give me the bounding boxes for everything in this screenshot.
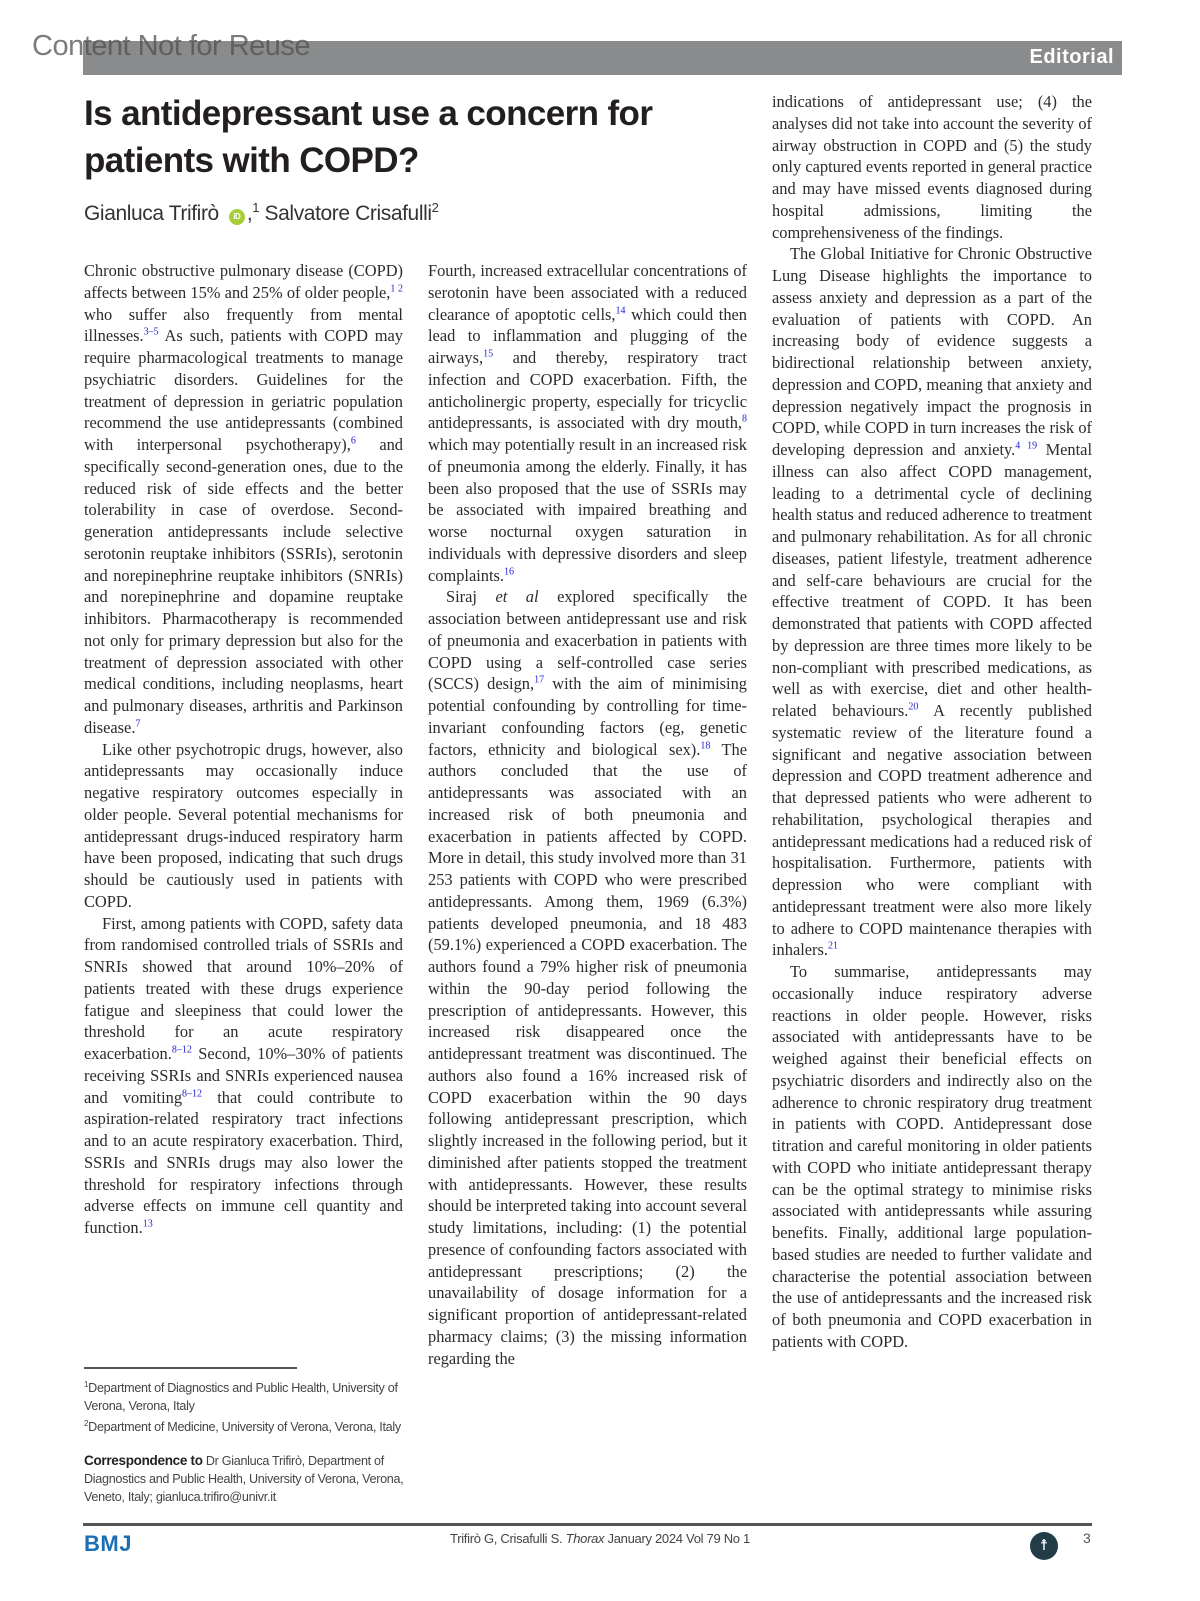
paragraph: indications of antidepressant use; (4) the analyses did not take into account the severity of airway obstruction in COPD and (5) the study only captured events reported in general practice and may have missed events diagnosed during hospital admissions, limiting the comprehensiveness of the findings. [772, 92, 1092, 242]
footnote-divider [84, 1367, 297, 1369]
author-list: Gianluca Trifirò iD ,$^1$ Salvatore Crisafulli$^2$ [84, 200, 439, 225]
body-column-3 [772, 91, 1092, 1353]
paragraph: First, among patients with COPD, safety data from randomised controlled trials of SSRIs and SNRIs showed that around 10%–20% of patients treated with these drugs experience fatigue and sleepiness that could lower the threshold for an acute respiratory exacerbation.$^{8-12}$ Second, 10%–30% of patients receiving SSRIs and SNRIs experienced nausea and vomiting$^{8-12}$ that could contribute to aspiration-related respiratory tract infections and to an acute respiratory exacerbation. Third, SSRIs and SNRIs drugs may also lower the threshold for respiratory infections through adverse effects on immune cell quantity and function.$^{13}$ [84, 913, 403, 1237]
author-name[interactable]: Gianluca Trifirò [84, 202, 219, 225]
reference-link[interactable]: 13 [142, 1218, 153, 1230]
affiliation-item: $^2$Department of Medicine, University of Verona, Verona, Italy [84, 1419, 401, 1435]
reference-link[interactable]: 15 [483, 348, 494, 360]
affiliations [84, 1376, 404, 1436]
reference-link[interactable]: 17 [534, 674, 545, 686]
author-affiliation-marker: 1 [252, 200, 260, 215]
paragraph: Like other psychotropic drugs, however, also antidepressants may occasionally induce negative respiratory outcomes especially in older people. Several potential mechanisms for antidepressant drugs-induced respiratory harm have been proposed, indicating that such drugs should be cautiously used in patients with COPD. [84, 739, 403, 911]
reference-link[interactable]: 1 2 [390, 283, 403, 295]
paragraph: To summarise, antidepressants may occasionally induce respiratory adverse reactions in older people. However, risks associated with antidepressants have to be weighed against their beneficial effects on psychiatric disorders and indirectly also on the adherence to chronic respiratory drug treatment in patients with COPD. Antidepressant dose titration and careful monitoring in older patients with COPD who initiate antidepressant therapy can be the optimal strategy to minimise risks associated with antidepressants while assuring benefits. Finally, additional large population-based studies are needed to further validate and characterise the potential association between the use of antidepressants and the increased risk of both pneumonia and COPD exacerbation in patients with COPD. [772, 962, 1092, 1351]
reference-link[interactable]: 8 [742, 413, 747, 425]
reference-link[interactable]: 16 [504, 566, 515, 578]
paragraph: Chronic obstructive pulmonary disease (COPD) affects between 15% and 25% of older people,$^{1 2}$ who suffer also frequently from mental illnesses.$^{3-5}$ As such, patients with COPD may require pharmacological treatments to manage psychiatric disorders. Guidelines for the treatment of depression in geriatric population recommend the use antidepressants (combined with interpersonal psychotherapy),$^6$ and specifically second-generation ones, due to the reduced risk of side effects and the better tolerability in case of overdose. Second-generation antidepressants include selective serotonin reuptake inhibitors (SSRIs), serotonin and norepinephrine reuptake inhibitors (SNRIs) and norepinephrine and dopamine reuptake inhibitors. Pharmacotherapy is recommended not only for primary depression but also for the treatment of depression associated with other medical conditions, including neoplasms, heart and pulmonary diseases, arthritis and Parkinson disease.$^7$ [84, 261, 403, 737]
correspondence [84, 1452, 404, 1506]
reference-link[interactable]: 4 19 [1015, 440, 1038, 452]
section-label: Editorial [1029, 46, 1114, 68]
reference-link[interactable]: 3–5 [143, 326, 159, 338]
reference-link[interactable]: 7 [135, 718, 141, 730]
reference-link[interactable]: 18 [700, 740, 711, 752]
footer-divider [83, 1523, 1092, 1526]
bmj-logo[interactable]: BMJ [84, 1531, 132, 1556]
reference-link[interactable]: 8–12 [182, 1088, 203, 1100]
body-column-1 [84, 260, 403, 1239]
paragraph: The Global Initiative for Chronic Obstructive Lung Disease highlights the importance to assess anxiety and depression as a part of the evaluation of patients with COPD. An increasing body of evidence suggests a bidirectional relationship between anxiety, depression and COPD, meaning that anxiety and depression negatively impact the prognosis in COPD, while COPD in turn increases the risk of developing depression and anxiety.$^{4 19}$ Mental illness can also affect COPD management, leading to a detrimental cycle of declining health status and reduced adherence to treatment and pulmonary rehabilitation. As for all chronic diseases, patient lifestyle, treatment adherence and self-care behaviours are crucial for the effective treatment of COPD. It has been demonstrated that patients with COPD affected by depression are three times more likely to be non-compliant with prescribed medications, as well as with exercise, diet and other health-related behaviours.$^{20}$ A recently published systematic review of the literature found a significant and negative association between depression and COPD treatment adherence and that depressed patients who were adherent to rehabilitation, psychological therapies and antidepressant medications had a reduced risk of hospitalisation. Furthermore, patients with depression who were compliant with antidepressant treatment were also more likely to adhere to COPD maintenance therapies with inhalers.$^{21}$ [772, 244, 1092, 960]
author-name[interactable]: Salvatore Crisafulli [264, 202, 432, 225]
reference-link[interactable]: 20 [908, 701, 919, 713]
correspondence-label: Correspondence to [84, 1453, 203, 1468]
citation-line: Trifirò G, Crisafulli S. Thorax January 2024 Vol 79 No 1 [450, 1531, 750, 1546]
paragraph: Fourth, increased extracellular concentrations of serotonin have been associated with a reduced clearance of apoptotic cells,$^{14}$ which could then lead to inflammation and plugging of the airways,$^{15}$ and thereby, respiratory tract infection and COPD exacerbation. Fifth, the anticholinergic property, especially for tricyclic antidepressants, is associated with dry mouth,$^8$ which may potentially result in an increased risk of pneumonia among the elderly. Finally, it has been also proposed that the use of SSRIs may be associated with impaired breathing and worse nocturnal oxygen saturation in individuals with depressive disorders and sleep complaints.$^{16}$ [428, 261, 748, 585]
orcid-icon[interactable]: iD [229, 209, 245, 225]
reference-link[interactable]: 21 [827, 940, 838, 952]
reference-link[interactable]: 14 [615, 305, 626, 317]
paragraph: Siraj et al explored specifically the association between antidepressant use and risk of pneumonia and exacerbation in patients with COPD using a self-controlled case series (SCCS) design,$^{17}$ with the aim of minimising potential confounding by controlling for time-invariant confounding factors (eg, genetic factors, ethnicity and biological sex).$^{18}$ The authors concluded that the use of antidepressants was associated with an increased risk of both pneumonia and exacerbation in patients affected by COPD. More in detail, this study involved more than 31 253 patients with COPD who were prescribed antidepressants. Among them, 1969 (6.3%) patients developed pneumonia, and 18 483 (59.1%) experienced a COPD exacerbation. The authors found a 79% higher risk of pneumonia within the 90-day period following the prescription of antidepressants. However, this increased risk disappeared once the antidepressant treatment was discontinued. The authors also found a 16% increased risk of COPD exacerbation within the 90 days following antidepressant prescription, which slightly increased in the following period, but it diminished after patients stopped the treatment with antidepressants. However, these results should be interpreted taking into account several study limitations, including: (1) the potential presence of confounding factors associated with antidepressant prescriptions; (2) the unavailability of dosage information for a significant proportion of antidepressant-related pharmacy claims; (3) the missing information regarding the [428, 587, 747, 1368]
reference-link[interactable]: 6 [350, 435, 356, 447]
correspondence-text: Dr Gianluca Trifirò, Department of Diagnostics and Public Health, University of Verona, Verona, Veneto, Italy; gianluca.trifiro@univr.it [84, 1454, 404, 1504]
author-affiliation-marker: 2 [431, 200, 439, 215]
affiliation-item: $^1$Department of Diagnostics and Public Health, University of Verona, Verona, Italy [84, 1380, 398, 1414]
body-column-2 [428, 260, 747, 1369]
reference-link[interactable]: 8–12 [171, 1044, 192, 1056]
thorax-journal-logo-icon[interactable]: ☨ [1030, 1532, 1058, 1560]
article-title: Is antidepressant use a concern for patients with COPD? [84, 94, 653, 180]
page-number: 3 [1083, 1530, 1091, 1546]
watermark: Content Not for Reuse [32, 30, 311, 62]
